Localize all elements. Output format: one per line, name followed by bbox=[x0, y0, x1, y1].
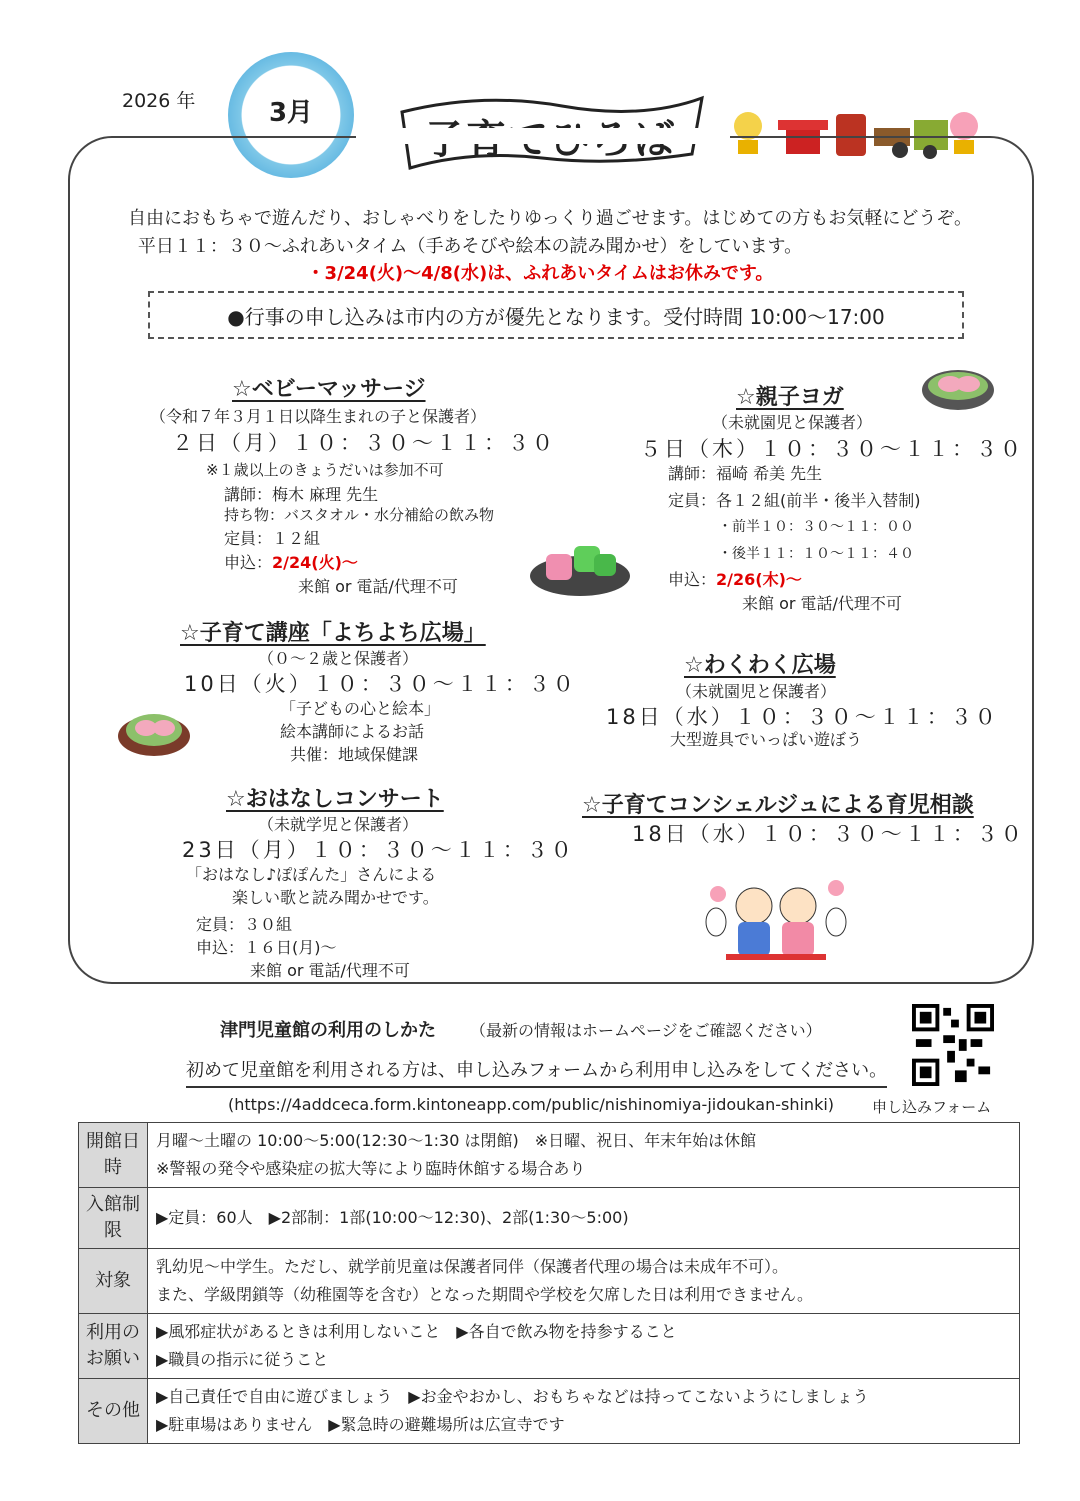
event-desc: 「おはなし♪ぽぽんた」さんによる bbox=[186, 865, 437, 884]
row-content: ▶風邪症状があるときは利用しないこと ▶各自で飲み物を持参すること ▶職員の指示に従うこと bbox=[148, 1314, 1020, 1379]
event-time: ２日（月）１０：３０～１１：３０ bbox=[172, 431, 556, 455]
hina-dolls-icon bbox=[696, 866, 856, 962]
usage-title: 津門児童館の利用のしかた bbox=[220, 1020, 436, 1041]
event-teacher: 講師：福崎 希美 先生 bbox=[668, 464, 823, 483]
table-row bbox=[79, 1379, 1020, 1444]
event-title-yochiyochi: ☆子育て講座「よちよち広場」 bbox=[180, 621, 486, 646]
apply-date: 2/24(火)～ bbox=[272, 553, 358, 572]
event-title-concierge: ☆子育てコンシェルジュによる育児相談 bbox=[582, 793, 974, 818]
intro-text: 自由におもちゃで遊んだり、おしゃべりをしたりゆっくり過ごせます。はじめての方もお気軽にどうぞ。 bbox=[127, 208, 972, 229]
event-apply: 申込：2/24(火)～ bbox=[224, 553, 358, 572]
event-target: （未就園児と保護者） bbox=[676, 682, 837, 701]
event-desc: 共催：地域保健課 bbox=[290, 745, 419, 764]
event-desc: 楽しい歌と読み聞かせです。 bbox=[232, 888, 439, 907]
table-row bbox=[79, 1123, 1020, 1188]
table-row bbox=[79, 1188, 1020, 1249]
event-target: （令和７年３月１日以降生まれの子と保護者） bbox=[150, 407, 487, 426]
holiday-notice: ・3/24(火)～4/8(水)は、ふれあいタイムはお休みです。 bbox=[306, 263, 774, 284]
event-title-concert: ☆おはなしコンサート bbox=[226, 787, 444, 812]
event-title-yoga: ☆親子ヨガ bbox=[736, 385, 844, 410]
priority-text: ●行事の申し込みは市内の方が優先となります。受付時間 10:00～17:00 bbox=[227, 305, 885, 329]
event-target: （０～２歳と保護者） bbox=[258, 649, 419, 668]
event-time: 18日（水）１０：３０～１１：３０ bbox=[606, 705, 999, 729]
row-head: 開館日時 bbox=[79, 1123, 148, 1188]
intro-text-2: 平日１１：３０～ふれあいタイム（手あそびや絵本の読み聞かせ）をしています。 bbox=[137, 236, 803, 257]
event-title-baby-massage: ☆ベビーマッサージ bbox=[232, 377, 426, 402]
event-desc: 絵本講師によるお話 bbox=[280, 722, 425, 741]
event-apply: 申込：2/26(木)～ bbox=[668, 570, 802, 589]
event-capacity: 定員：１２組 bbox=[224, 529, 321, 548]
event-apply: 申込：１６日(月)～ bbox=[196, 938, 337, 957]
qr-code-icon[interactable] bbox=[912, 1004, 994, 1086]
event-time: ５日（木）１０：３０～１１：３０ bbox=[640, 437, 1024, 461]
row-head: 入館制限 bbox=[79, 1188, 148, 1249]
row-head: 利用のお願い bbox=[79, 1314, 148, 1379]
event-apply-method: 来館 or 電話/代理不可 bbox=[298, 577, 458, 596]
event-target: （未就学児と保護者） bbox=[258, 815, 419, 834]
row-content: ▶定員：60人 ▶2部制：1部(10:00～12:30)、2部(1:30～5:00) bbox=[148, 1188, 1020, 1249]
event-time: 18日（水）１０：３０～１１：３０ bbox=[632, 822, 1025, 846]
event-second-half: ・後半１１：１０～１１：４０ bbox=[718, 546, 914, 562]
event-desc: 大型遊具でいっぱい遊ぼう bbox=[670, 730, 863, 749]
sakura-mochi-icon bbox=[116, 702, 192, 758]
event-note: ※１歳以上のきょうだいは参加不可 bbox=[206, 461, 444, 479]
row-head: 対象 bbox=[79, 1249, 148, 1314]
event-capacity: 定員：各１２組(前半・後半入替制) bbox=[668, 491, 921, 510]
event-time: 23日（月）１０：３０～１１：３０ bbox=[182, 838, 575, 862]
row-head: その他 bbox=[79, 1379, 148, 1444]
event-teacher: 講師：梅木 麻理 先生 bbox=[224, 485, 379, 504]
hishi-mochi-icon bbox=[528, 536, 632, 598]
facility-info-table bbox=[78, 1122, 1020, 1444]
year-label: 2026 年 bbox=[122, 90, 196, 112]
event-desc: 「子どもの心と絵本」 bbox=[280, 699, 441, 718]
qr-label: 申し込みフォーム bbox=[872, 1098, 992, 1116]
table-row bbox=[79, 1314, 1020, 1379]
table-row bbox=[79, 1249, 1020, 1314]
row-content: ▶自己責任で自由に遊びましょう ▶お金やおかし、おもちゃなどは持ってこないようにしましょう ▶駐車場はありません ▶緊急時の避難場所は広宣寺です bbox=[148, 1379, 1020, 1444]
first-time-note: 初めて児童館を利用される方は、申し込みフォームから利用申し込みをしてください。 bbox=[186, 1056, 887, 1088]
sakura-mochi-icon bbox=[920, 360, 996, 412]
row-content: 月曜～土曜の 10:00～5:00(12:30～1:30 は閉館) ※日曜、祝日、年末年始は休館 ※警報の発令や感染症の拡大等により臨時休館する場合あり bbox=[148, 1123, 1020, 1188]
event-title-wakuwaku: ☆わくわく広場 bbox=[684, 653, 836, 678]
month-label: 3月 bbox=[268, 98, 314, 128]
event-first-half: ・前半１０：３０～１１：００ bbox=[718, 519, 914, 535]
row-content: 乳幼児～中学生。ただし、就学前児童は保護者同伴（保護者代理の場合は未成年不可）。 また、学級閉鎖等（幼稚園等を含む）となった期間や学校を欠席した日は利用できません。 bbox=[148, 1249, 1020, 1314]
event-apply-method: 来館 or 電話/代理不可 bbox=[742, 594, 902, 613]
apply-date: 2/26(木)～ bbox=[716, 570, 802, 589]
event-target: （未就園児と保護者） bbox=[712, 413, 873, 432]
event-apply-method: 来館 or 電話/代理不可 bbox=[250, 961, 410, 980]
event-capacity: 定員：３０組 bbox=[196, 915, 293, 934]
form-url-link[interactable]: (https://4addceca.form.kintoneapp.com/public/nishinomiya-jidoukan-shinki) bbox=[228, 1095, 835, 1114]
event-time: 10日（火）１０：３０～１１：３０ bbox=[184, 672, 577, 696]
event-bring: 持ち物：バスタオル・水分補給の飲み物 bbox=[224, 506, 495, 524]
usage-subtitle: （最新の情報はホームページをご確認ください） bbox=[470, 1021, 822, 1040]
